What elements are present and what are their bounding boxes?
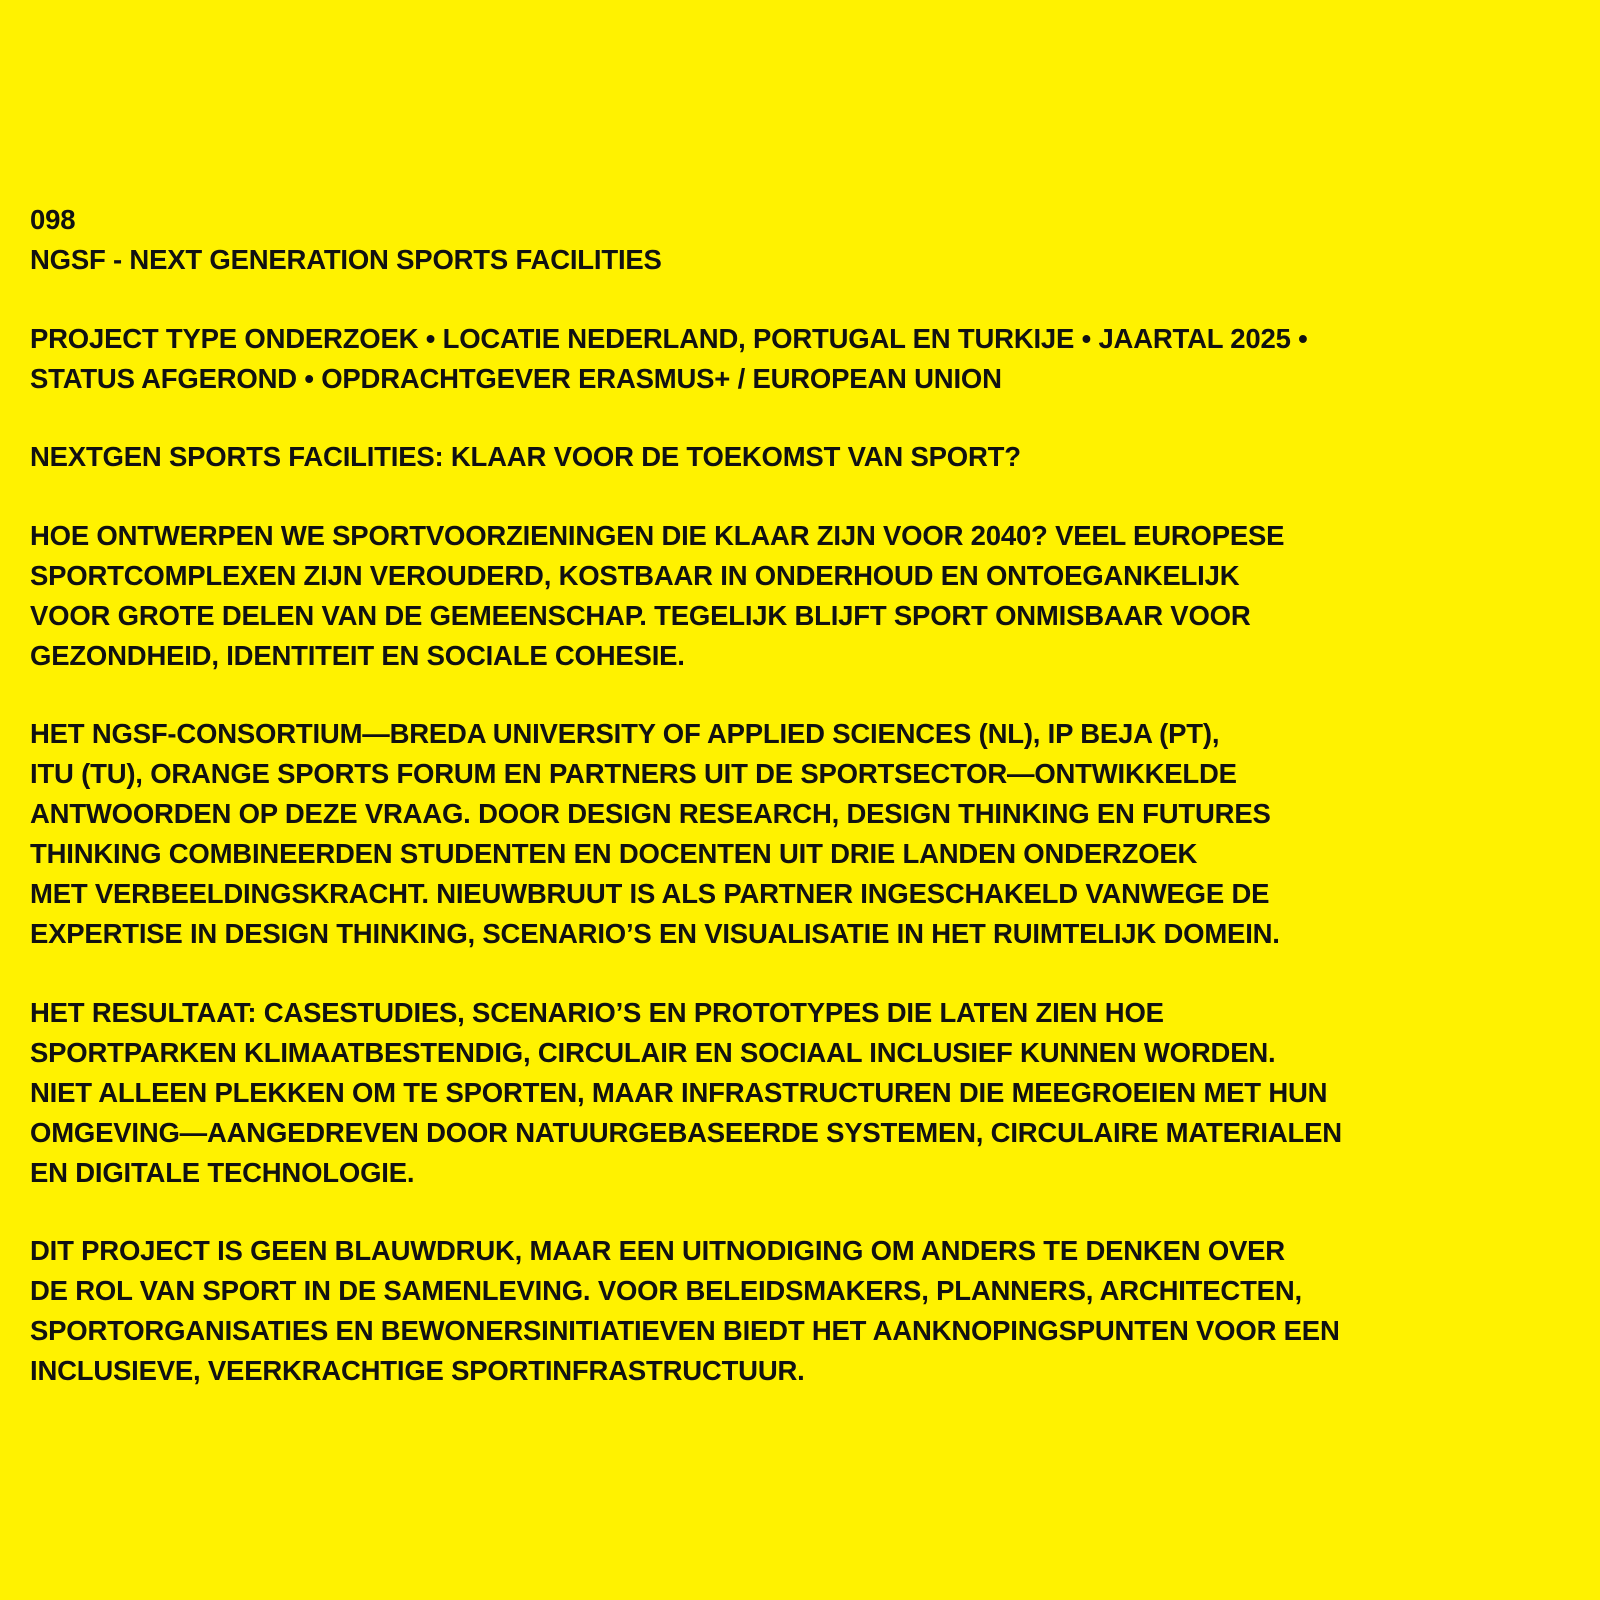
paragraph-line: NIET ALLEEN PLEKKEN OM TE SPORTEN, MAAR INFRASTRUCTUREN DIE MEEGROEIEN MET HUN (30, 1076, 1328, 1108)
paragraph-line: SPORTCOMPLEXEN ZIJN VEROUDERD, KOSTBAAR IN ONDERHOUD EN ONTOEGANKELIJK (30, 559, 1240, 591)
paragraph-line: SPORTORGANISATIES EN BEWONERSINITIATIEVEN BIEDT HET AANKNOPINGSPUNTEN VOOR EEN (30, 1315, 1340, 1346)
project-header (30, 200, 1575, 280)
paragraph-line: THINKING COMBINEERDEN STUDENTEN EN DOCENTEN UIT DRIE LANDEN ONDERZOEK (30, 838, 1198, 869)
paragraph-line: DIT PROJECT IS GEEN BLAUWDRUK, MAAR EEN UITNODIGING OM ANDERS TE DENKEN OVER (30, 1235, 1285, 1266)
paragraph-line: HET RESULTAAT: CASESTUDIES, SCENARIO’S EN PROTOTYPES DIE LATEN ZIEN HOE (30, 996, 1164, 1028)
paragraph-line: VOOR GROTE DELEN VAN DE GEMEENSCHAP. TEGELIJK BLIJFT SPORT ONMISBAAR VOOR (30, 599, 1251, 631)
paragraph-line: HOE ONTWERPEN WE SPORTVOORZIENINGEN DIE KLAAR ZIJN VOOR 2040? VEEL EUROPESE (30, 519, 1285, 551)
paragraph-consortium (30, 714, 1575, 954)
paragraph-line: OMGEVING—AANGEDREVEN DOOR NATUURGEBASEERDE SYSTEMEN, CIRCULAIRE MATERIALEN (30, 1116, 1342, 1148)
project-number: 098 (30, 204, 76, 235)
paragraph-line: GEZONDHEID, IDENTITEIT EN SOCIALE COHESIE. (30, 639, 685, 671)
paragraph-line: ANTWOORDEN OP DEZE VRAAG. DOOR DESIGN RESEARCH, DESIGN THINKING EN FUTURES (30, 798, 1271, 829)
project-subtitle-block (30, 437, 1575, 477)
project-meta (30, 319, 1575, 399)
meta-line: STATUS AFGEROND • OPDRACHTGEVER ERASMUS+ / EUROPEAN UNION (30, 362, 1002, 394)
paragraph-line: INCLUSIEVE, VEERKRACHTIGE SPORTINFRASTRUCTUUR. (30, 1355, 805, 1386)
paragraph-line: EXPERTISE IN DESIGN THINKING, SCENARIO’S EN VISUALISATIE IN HET RUIMTELIJK DOMEIN. (30, 918, 1280, 949)
paragraph-closing (30, 1231, 1575, 1391)
paragraph-result (30, 993, 1575, 1193)
project-title: NGSF - NEXT GENERATION SPORTS FACILITIES (30, 244, 662, 275)
paragraph-line: EN DIGITALE TECHNOLOGIE. (30, 1156, 415, 1188)
project-text-column (30, 200, 1575, 1430)
paragraph-line: ITU (TU), ORANGE SPORTS FORUM EN PARTNERS UIT DE SPORTSECTOR—ONTWIKKELDE (30, 758, 1237, 789)
paragraph-line: HET NGSF-CONSORTIUM—BREDA UNIVERSITY OF APPLIED SCIENCES (NL), IP BEJA (PT), (30, 718, 1220, 749)
paragraph-intro (30, 516, 1575, 676)
meta-line: PROJECT TYPE ONDERZOEK • LOCATIE NEDERLAND, PORTUGAL EN TURKIJE • JAARTAL 2025 • (30, 322, 1308, 354)
paragraph-line: MET VERBEELDINGSKRACHT. NIEUWBRUUT IS ALS PARTNER INGESCHAKELD VANWEGE DE (30, 878, 1270, 909)
paragraph-line: DE ROL VAN SPORT IN DE SAMENLEVING. VOOR BELEIDSMAKERS, PLANNERS, ARCHITECTEN, (30, 1275, 1302, 1306)
project-subtitle: NEXTGEN SPORTS FACILITIES: KLAAR VOOR DE TOEKOMST VAN SPORT? (30, 441, 1021, 472)
paragraph-line: SPORTPARKEN KLIMAATBESTENDIG, CIRCULAIR EN SOCIAAL INCLUSIEF KUNNEN WORDEN. (30, 1036, 1276, 1068)
